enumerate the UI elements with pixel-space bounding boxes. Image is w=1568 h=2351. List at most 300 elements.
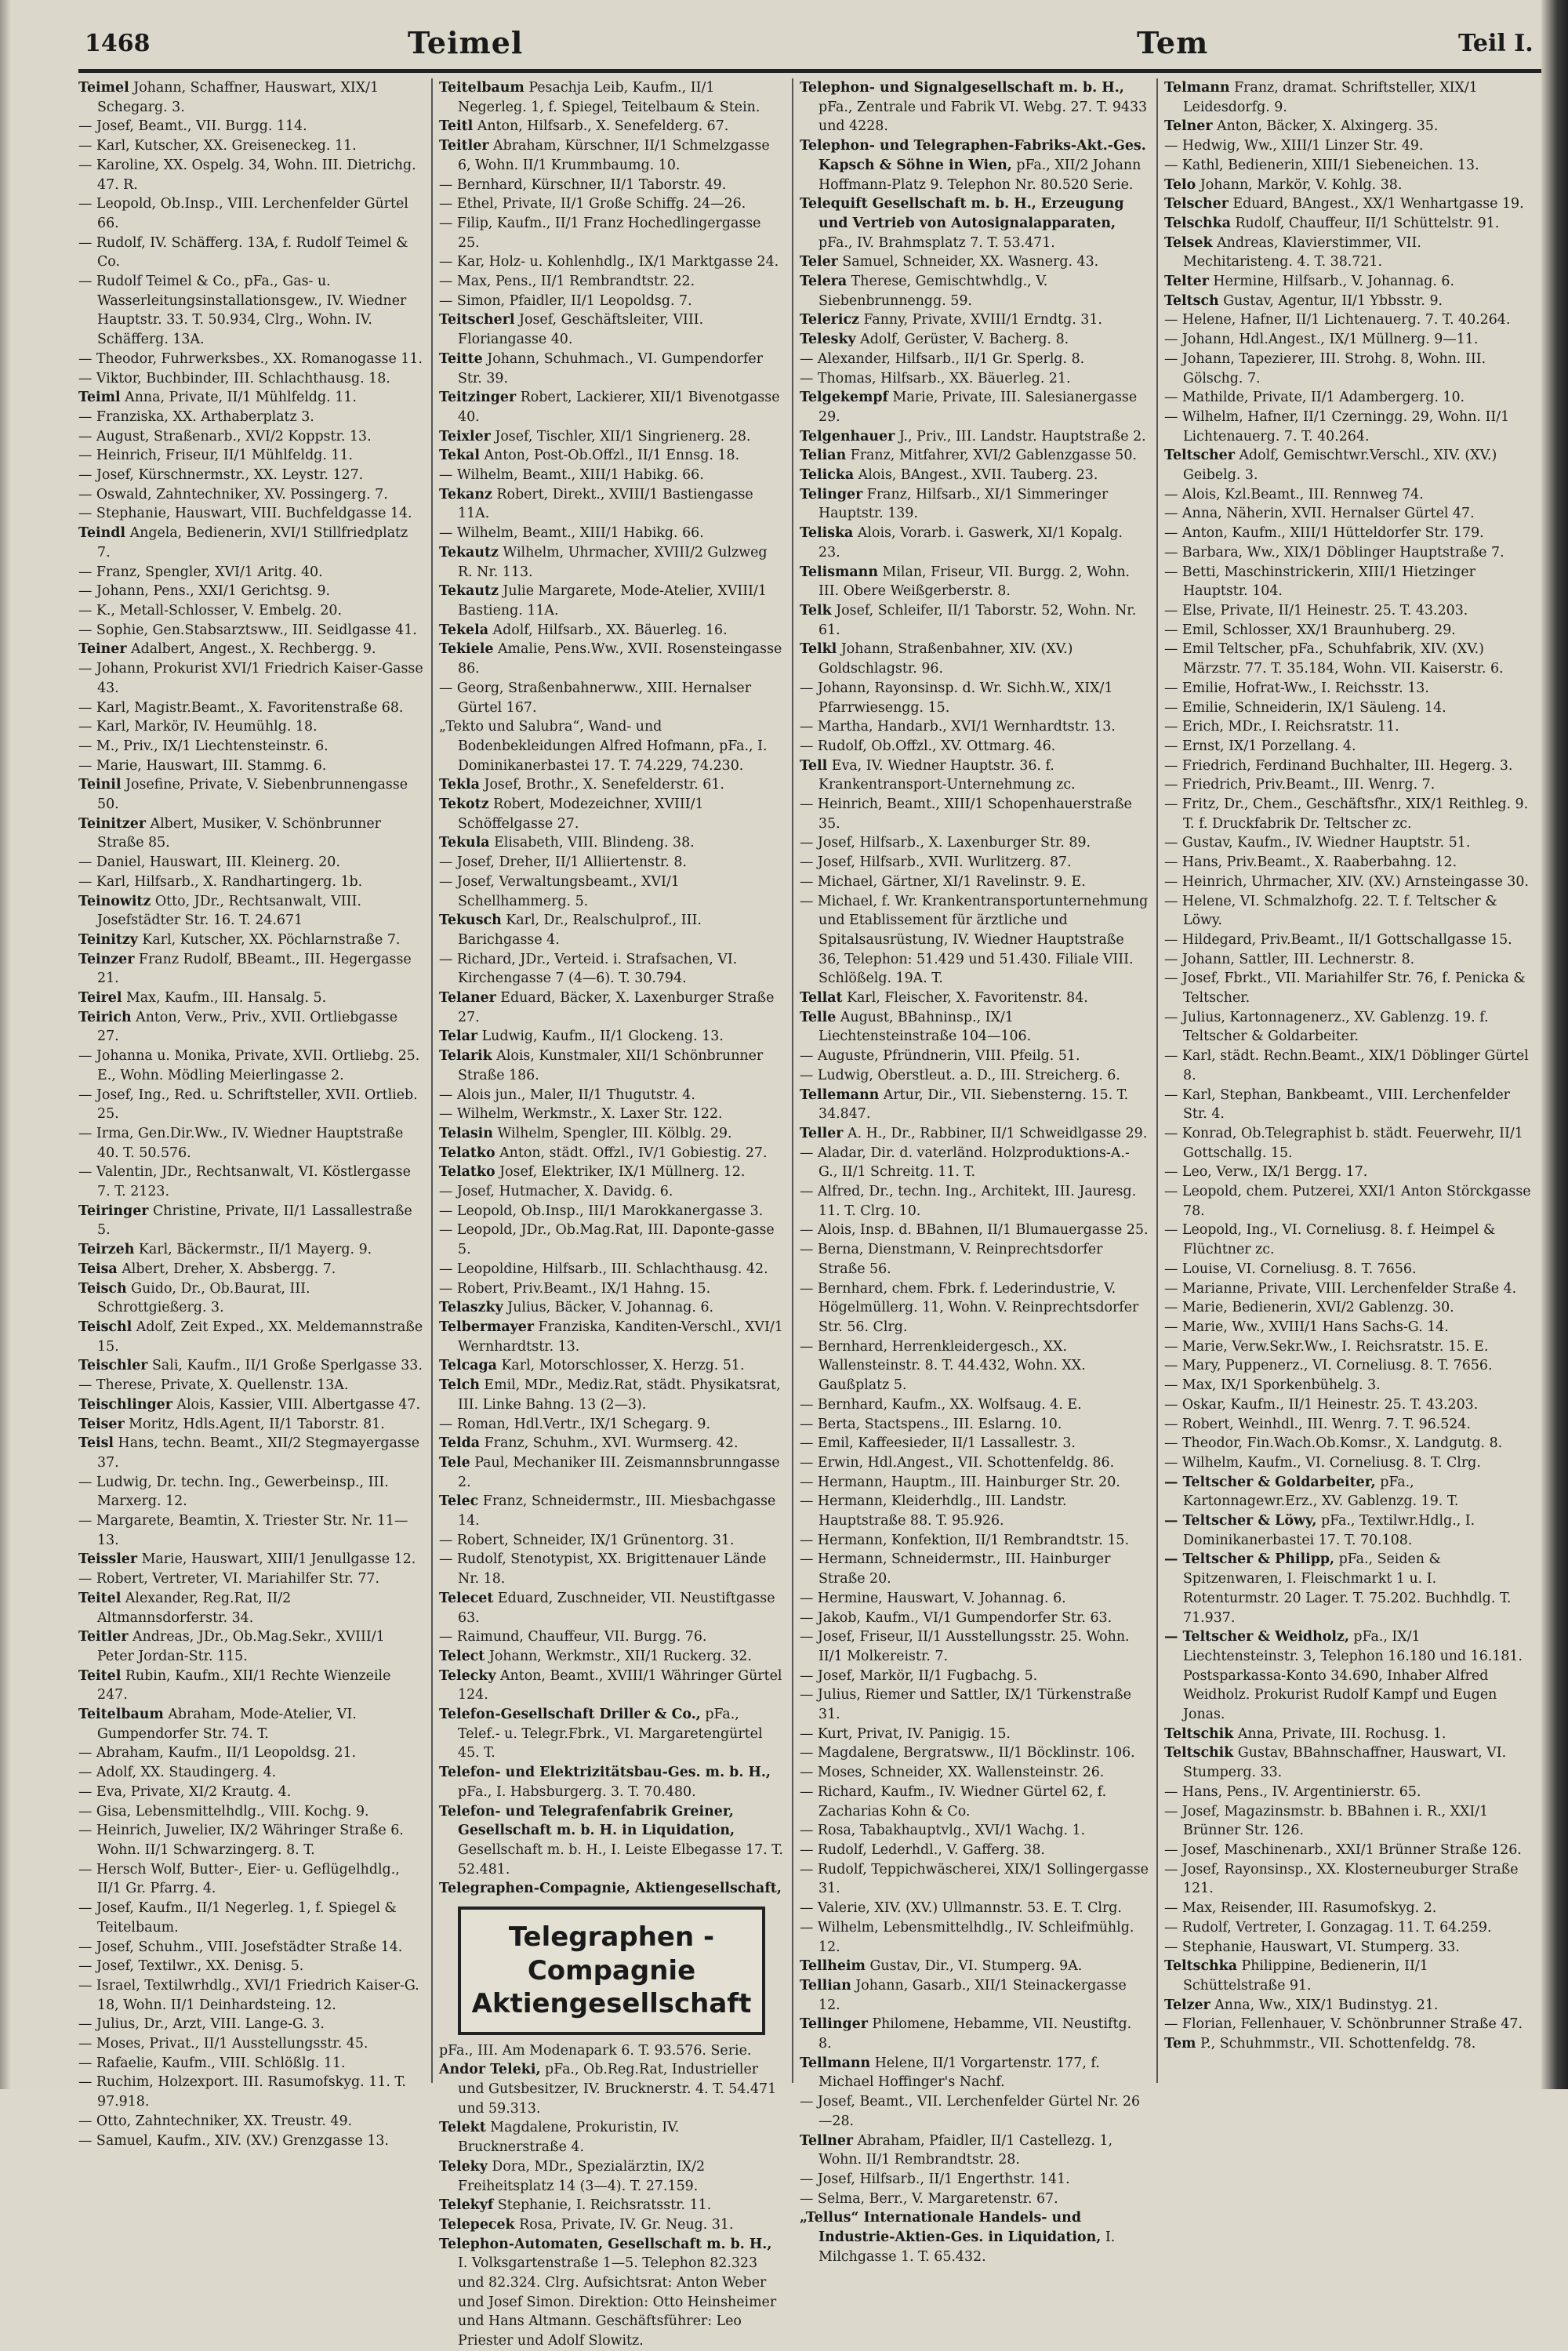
directory-entry [439, 1647, 784, 1667]
entry-surname: Telschka [1164, 215, 1231, 231]
directory-entry [1164, 1627, 1531, 1725]
directory-entry [78, 775, 423, 814]
entry-details: Adolf, Gemischtwr.Verschl., XIV. (XV.) Geibelg. 3. [1183, 448, 1497, 484]
entry-details: — Karl, Hilfsarb., X. Randhartingerg. 1b. [78, 873, 363, 890]
entry-details: — Hermine, Hauswart, V. Johannag. 6. [800, 1590, 1066, 1606]
entry-surname: Telismann [800, 564, 878, 580]
directory-entry [800, 2054, 1149, 2092]
directory-entry [800, 2015, 1149, 2053]
entry-surname: Tekiele [439, 641, 494, 658]
entry-details: — Alexander, Hilfsarb., II/1 Gr. Sperlg. 8. [800, 350, 1085, 367]
entry-surname: Teisa [78, 1261, 118, 1277]
directory-entry [800, 892, 1149, 989]
entry-surname: Telian [800, 448, 847, 464]
directory-entry [439, 1802, 784, 1880]
directory-entry [439, 1453, 784, 1492]
entry-surname: Telephon-Automaten, Gesellschaft m. b. H., [439, 2236, 772, 2252]
header-rule [78, 69, 1551, 73]
entry-details: — Robert, Schneider, IX/1 Grünentorg. 31. [439, 1532, 735, 1548]
entry-details: — Rudolf, Stenotypist, XX. Brigittenauer Lände Nr. 18. [439, 1551, 767, 1587]
entry-details: — Josef, Kürschnermstr., XX. Leystr. 127. [78, 467, 364, 484]
entry-surname: Tellat [800, 990, 843, 1007]
entry-details: Franz, Schuhm., XVI. Wurmserg. 42. [484, 1435, 739, 1452]
directory-entry [439, 117, 784, 136]
entry-details: — Mary, Puppenerz., VI. Corneliusg. 8. T. 7656. [1164, 1358, 1493, 1374]
directory-entry [1164, 717, 1531, 737]
entry-details: Helene, II/1 Vorgartenstr. 177, f. Michael Hoffinger's Nachf. [818, 2055, 1100, 2091]
entry-details: Albert, Musiker, V. Schönbrunner Straße 85. [97, 815, 381, 851]
entry-details: — Josef, Hilfsarb., XVII. Wurlitzerg. 87. [800, 854, 1072, 871]
directory-entry [800, 524, 1149, 562]
directory-entry [439, 1279, 784, 1299]
entry-surname: Teissler [78, 1551, 138, 1568]
directory-entry [1164, 310, 1531, 330]
entry-surname: Telgekempf [800, 390, 888, 406]
entry-surname: Telgenhauer [800, 428, 895, 444]
directory-entry [78, 485, 423, 505]
entry-surname: Tekula [439, 835, 490, 851]
directory-entry [800, 756, 1149, 795]
directory-entry [78, 756, 423, 776]
directory-entry [800, 1337, 1149, 1395]
directory-entry [800, 1743, 1149, 1763]
entry-details: — Max, Reisender, III. Rasumofskyg. 2. [1164, 1900, 1437, 1917]
entry-details: Josefine, Private, V. Siebenbrunnengasse 50. [97, 777, 408, 813]
entry-details: — Stephanie, Hauswart, VI. Stumperg. 33. [1164, 1939, 1460, 1955]
directory-entry [78, 1550, 423, 1569]
entry-surname: Teirich [78, 1009, 132, 1025]
directory-entry [439, 1627, 784, 1647]
entry-details: „Tekto und Salubra“, Wand- und Bodenbekleidungen Alfred Hofmann, pFa., I. Dominikanerbastei 17. T. 74.229, 74.230. [439, 719, 768, 774]
column-3 [800, 78, 1149, 2265]
directory-entry [439, 911, 784, 949]
directory-entry [439, 1415, 784, 1435]
directory-entry [1164, 117, 1531, 136]
entry-details: — Josef, Markör, II/1 Fugbachg. 5. [800, 1667, 1038, 1684]
directory-entry [800, 2208, 1149, 2266]
directory-entry [800, 737, 1149, 756]
directory-entry [439, 1667, 784, 1705]
directory-entry [800, 310, 1149, 330]
entry-details: — Leopold, JDr., Ob.Mag.Rat, III. Daponte-gasse 5. [439, 1222, 775, 1258]
directory-entry [800, 1783, 1149, 1821]
entry-details: — Friedrich, Priv.Beamt., III. Wenrg. 7. [1164, 777, 1436, 793]
entry-details: — Jakob, Kaufm., VI/1 Gumpendorfer Str. 63. [800, 1609, 1112, 1626]
directory-entry [439, 2235, 784, 2351]
entry-details: Marie, Hauswart, XIII/1 Jenullgasse 12. [141, 1551, 416, 1568]
directory-entry [78, 563, 423, 582]
entry-details: Johann, Werkmstr., XII/1 Ruckerg. 32. [488, 1648, 752, 1664]
directory-entry [800, 563, 1149, 601]
entry-details: Robert, Lackierer, XII/1 Bivenotgasse 40. [458, 390, 780, 425]
directory-entry [78, 601, 423, 621]
entry-details: — Valentin, JDr., Rechtsanwalt, VI. Köstlergasse 7. T. 2123. [78, 1164, 411, 1200]
entry-details: — Josef, Magazinsmstr. b. BBahnen i. R., XXI/1 Brünner Str. 126. [1164, 1803, 1489, 1839]
entry-surname: Teller [800, 1125, 844, 1141]
entry-details: Julius, Bäcker, V. Johannag. 6. [507, 1300, 714, 1316]
entry-details: — Auguste, Pfründnerin, VIII. Pfeilg. 51. [800, 1048, 1080, 1065]
entry-surname: Telar [439, 1029, 478, 1045]
directory-entry [439, 640, 784, 678]
directory-entry [800, 2092, 1149, 2131]
entry-details: Eduard, Zuschneider, VII. Neustiftgasse 63. [458, 1590, 775, 1626]
entry-surname: Teisch [78, 1280, 127, 1297]
entry-surname: Telecet [439, 1590, 494, 1606]
directory-entry [78, 504, 423, 524]
directory-entry [78, 388, 423, 408]
entry-details: — Josef, Hilfsarb., II/1 Engerthstr. 141. [800, 2171, 1070, 2187]
entry-surname: Telesky [800, 332, 856, 348]
entry-details: I. Volksgartenstraße 1—5. Telephon 82.323 und 82.324. Clrg. Aufsichtsrat: Anton Weber und Josef Simon. Direktion: Otto Heinsheimer und Hans Altmann. Geschäftsführer: Leo Priester und Adolf Slowitz. [458, 2255, 777, 2349]
entry-details: — Hermann, Schneidermstr., III. Hainburger Straße 20. [800, 1551, 1111, 1587]
page-left-edge [0, 0, 11, 2089]
entry-surname: Teiser [78, 1416, 125, 1432]
directory-entry [78, 659, 423, 698]
entry-details: — Hans, Pens., IV. Argentinierstr. 65. [1164, 1783, 1421, 1800]
entry-details: — Karoline, XX. Ospelg. 34, Wohn. III. Dietrichg. 47. R. [78, 157, 416, 193]
column-4 [1164, 78, 1531, 2083]
directory-entry [1164, 1453, 1531, 1473]
entry-details: Philomene, Hebamme, VII. Neustiftg. 8. [818, 2016, 1132, 2052]
directory-entry [800, 427, 1149, 447]
directory-entry [439, 524, 784, 543]
directory-entry [800, 1395, 1149, 1415]
entry-details: pFa., I. Habsburgerg. 3. T. 70.480. [458, 1783, 696, 1800]
directory-entry [78, 1473, 423, 1511]
entry-details: — Johann, Pens., XXI/1 Gerichtsg. 9. [78, 583, 331, 600]
directory-entry [800, 1821, 1149, 1841]
directory-entry [439, 2215, 784, 2235]
entry-details: — Wilhelm, Werkmstr., X. Laxer Str. 122. [439, 1106, 723, 1123]
directory-entry [439, 582, 784, 620]
entry-details: — Richard, JDr., Verteid. i. Strafsachen, VI. Kirchengasse 7 (4—6). T. 30.794. [439, 951, 738, 987]
directory-entry [1164, 1086, 1531, 1124]
directory-entry [800, 1976, 1149, 2015]
entry-details: — Julius, Dr., Arzt, VIII. Lange-G. 3. [78, 2016, 325, 2033]
entry-details: A. H., Dr., Rabbiner, II/1 Schweidlgasse 29. [847, 1125, 1148, 1141]
directory-entry [439, 485, 784, 524]
entry-details: — Konrad, Ob.Telegraphist b. städt. Feuerwehr, II/1 Gottschallg. 15. [1164, 1125, 1523, 1161]
entry-details: Franziska, Kanditen-Verschl., XVI/1 Wernhardtstr. 13. [458, 1319, 783, 1355]
directory-entry [439, 1318, 784, 1356]
entry-surname: Telasin [439, 1125, 493, 1141]
entry-details: — Johann, Hdl.Angest., IX/1 Müllnerg. 9—11. [1164, 332, 1479, 348]
entry-details: pFa., Telef.- u. Telegr.Fbrk., VI. Margaretengürtel 45. T. [458, 1707, 763, 1761]
entry-details: — Leo, Verw., IX/1 Bergg. 17. [1164, 1164, 1368, 1181]
directory-entry [439, 853, 784, 873]
entry-surname: Tem [1164, 2036, 1196, 2052]
directory-entry [1164, 679, 1531, 698]
directory-entry [439, 176, 784, 195]
directory-entry [1164, 873, 1531, 892]
directory-entry [800, 1124, 1149, 1144]
entry-details: — Rudolf, Teppichwäscherei, XIX/1 Sollingergasse 31. [800, 1861, 1149, 1897]
directory-entry [800, 1453, 1149, 1473]
entry-details: — Johann, Prokurist XVI/1 Friedrich Kaiser-Gasse 43. [78, 661, 423, 696]
entry-details: — Karl, Kutscher, XX. Greiseneckeg. 11. [78, 138, 357, 154]
directory-entry [78, 1957, 423, 1976]
directory-entry [78, 446, 423, 466]
directory-entry [800, 1841, 1149, 1860]
entry-details: Anton, Post-Ob.Offzl., II/1 Ennsg. 18. [484, 448, 740, 464]
entry-details: Andreas, Klavierstimmer, VII. Mechitaristeng. 4. T. 38.721. [1183, 234, 1421, 270]
directory-entry [439, 427, 784, 447]
entry-surname: Telbermayer [439, 1319, 535, 1335]
entry-details: Josef, Brothr., X. Senefelderstr. 61. [484, 777, 724, 793]
directory-entry [1164, 1395, 1531, 1415]
entry-details: — Julius, Riemer und Sattler, IX/1 Türkenstraße 31. [800, 1687, 1131, 1723]
directory-entry [800, 194, 1149, 252]
entry-surname: Teitel [78, 1667, 122, 1684]
entry-details: Josef, Tischler, XII/1 Singrienerg. 28. [495, 428, 751, 444]
directory-entry [78, 1589, 423, 1627]
directory-entry [800, 1957, 1149, 1976]
entry-details: Wilhelm, Uhrmacher, XVIII/2 Gulzweg R. Nr. 113. [458, 544, 768, 580]
entry-details: — Stephanie, Hauswart, VIII. Buchfeldgasse 14. [78, 506, 412, 522]
entry-details: — Abraham, Kaufm., II/1 Leopoldsg. 21. [78, 1745, 357, 1761]
directory-entry [78, 698, 423, 718]
entry-details: Magdalene, Prokuristin, IV. Brucknerstraße 4. [458, 2120, 680, 2156]
entry-details: pFa., Ob.Reg.Rat, Industrieller und Gutsbesitzer, IV. Brucknerstr. 4. T. 54.471 und 59.313. [458, 2062, 777, 2117]
directory-entry [800, 1279, 1149, 1337]
entry-details: — Hermann, Kleiderhdlg., III. Landstr. Hauptstraße 88. T. 95.926. [800, 1493, 1067, 1529]
entry-surname: Telegraphen-Compagnie, Aktiengesellschaft, [439, 1881, 782, 1897]
entry-details: Gustav, Agentur, II/1 Ybbsstr. 9. [1223, 292, 1443, 309]
directory-entry [800, 1008, 1149, 1047]
entry-details: Adolf, Zeit Exped., XX. Meldemannstraße 15. [97, 1319, 423, 1355]
advertisement-line: Telegraphen - Compagnie [508, 1921, 715, 1986]
entry-surname: Tekusch [439, 912, 502, 929]
entry-details: Karl, Kutscher, XX. Pöchlarnstraße 7. [142, 931, 401, 948]
entry-details: — Adolf, XX. Staudingerg. 4. [78, 1765, 277, 1781]
entry-surname: Telera [800, 274, 848, 290]
entry-surname: Telephon- und Signalgesellschaft m. b. H., [800, 80, 1124, 96]
directory-entry [78, 1899, 423, 1937]
entry-surname: Teitel [78, 1590, 122, 1606]
directory-entry [800, 717, 1149, 737]
directory-entry [78, 815, 423, 853]
directory-entry [78, 466, 423, 485]
entry-surname: Teimel [78, 80, 129, 96]
directory-entry [78, 2132, 423, 2151]
directory-entry [439, 446, 784, 466]
entry-details: — Rudolf, IV. Schäfferg. 13A, f. Rudolf Teimel & Co. [78, 234, 408, 270]
entry-details: Abraham, Mode-Atelier, VI. Gumpendorfer Str. 74. T. [97, 1707, 357, 1742]
entry-surname: Telericz [800, 312, 859, 328]
directory-entry [1164, 1047, 1531, 1085]
entry-surname: Teliska [800, 525, 854, 542]
entry-details: — Josef, Beamt., VII. Lerchenfelder Gürtel Nr. 26—28. [800, 2094, 1141, 2129]
entry-surname: Tellheim [800, 1958, 866, 1975]
entry-details: — Johanna u. Monika, Private, XVII. Ortliebg. 25. E., Wohn. Mödling Meierlingasse 2. [78, 1048, 420, 1083]
directory-entry [78, 1783, 423, 1802]
entry-details: Fanny, Private, XVIII/1 Erndtg. 31. [863, 312, 1102, 328]
directory-entry [1164, 621, 1531, 640]
entry-surname: Tell [800, 757, 828, 774]
entry-details: Adalbert, Angest., X. Rechbergg. 9. [131, 641, 376, 658]
entry-details: — Emil, Schlosser, XX/1 Braunhuberg. 29. [1164, 622, 1456, 638]
entry-details: — Emil, Kaffeesieder, II/1 Lassallestr. 3. [800, 1435, 1076, 1452]
entry-details: Josef, Geschäftsleiter, VIII. Floriangasse 40. [458, 312, 704, 348]
entry-details: — Robert, Weinhdl., III. Wenrg. 7. T. 96.524. [1164, 1416, 1471, 1432]
directory-entry [439, 1531, 784, 1551]
directory-entry [1164, 543, 1531, 563]
directory-entry [800, 2132, 1149, 2170]
directory-entry [800, 1918, 1149, 1957]
entry-details: August, BBahninsp., IX/1 Liechtensteinstraße 104—106. [818, 1009, 1032, 1045]
entry-surname: Tekotz [439, 796, 489, 813]
entry-details: Franz, dramat. Schriftsteller, XIX/1 Leidesdorfg. 9. [1183, 80, 1478, 115]
directory-entry [78, 1047, 423, 1085]
entry-surname: Telec [439, 1493, 479, 1510]
entry-details: Josef, Elektriker, IX/1 Müllnerg. 12. [499, 1164, 746, 1181]
directory-entry [439, 1260, 784, 1279]
entry-details: — Josef, Maschinenarb., XXI/1 Brünner Straße 126. [1164, 1841, 1522, 1858]
entry-details: — Roman, Hdl.Vertr., IX/1 Schegarg. 9. [439, 1416, 710, 1432]
entry-details: pFa., IV. Brahmsplatz 7. T. 53.471. [818, 234, 1055, 251]
entry-surname: Teitelbaum [439, 80, 524, 96]
entry-details: — Erich, MDr., I. Reichsratstr. 11. [1164, 719, 1399, 735]
entry-surname: Teixler [439, 428, 491, 444]
entry-details: Franz, Schneidermstr., III. Miesbachgasse 14. [458, 1493, 776, 1529]
directory-entry [1164, 1550, 1531, 1627]
entry-details: — Fritz, Dr., Chem., Geschäftsfhr., XIX/1 Reithleg. 9. T. f. Druckfabrik Dr. Teltscher zc. [1164, 796, 1529, 832]
directory-entry [800, 1434, 1149, 1453]
entry-details: Rubin, Kaufm., XII/1 Rechte Wienzeile 247. [97, 1667, 391, 1703]
directory-entry [1164, 1415, 1531, 1435]
directory-entry [1164, 1783, 1531, 1802]
directory-entry [78, 1395, 423, 1415]
directory-entry [800, 2190, 1149, 2209]
directory-entry [800, 1763, 1149, 1783]
directory-entry [78, 1511, 423, 1550]
entry-details: — Robert, Vertreter, VI. Mariahilfer Str. 77. [78, 1571, 379, 1587]
directory-entry [439, 78, 784, 117]
directory-entry [1164, 214, 1531, 234]
entry-surname: Teitelbaum [78, 1707, 164, 1723]
entry-surname: Telekt [439, 2120, 486, 2136]
directory-entry [800, 272, 1149, 310]
header-left-word: Teimel [408, 25, 524, 60]
column-divider [1156, 78, 1158, 2083]
entry-details: Eva, IV. Wiedner Hauptstr. 36. f. Krankentransport-Unternehmung zc. [818, 757, 1076, 793]
entry-details: — Ludwig, Oberstleut. a. D., III. Streicherg. 6. [800, 1067, 1120, 1083]
directory-entry [1164, 892, 1531, 931]
entry-surname: Teirzeh [78, 1242, 135, 1258]
entry-surname: Teinil [78, 777, 122, 793]
entry-details: — Oswald, Zahntechniker, XV. Possingerg. 7. [78, 486, 388, 502]
column-1 [78, 78, 423, 2149]
entry-surname: Telephon- und Telegraphen-Fabriks-Akt.-Ges. Kapsch & Söhne in Wien, [800, 138, 1146, 173]
directory-entry [800, 1589, 1149, 1609]
directory-entry [1164, 795, 1531, 833]
directory-entry [78, 989, 423, 1008]
entry-details: Sali, Kaufm., II/1 Große Sperlgasse 33. [152, 1358, 423, 1374]
directory-entry [800, 853, 1149, 873]
entry-details: — Barbara, Ww., XIX/1 Döblinger Hauptstraße 7. [1164, 544, 1504, 561]
entry-surname: Teischler [78, 1358, 148, 1374]
entry-details: — Leopoldine, Hilfsarb., III. Schlachthausg. 42. [439, 1261, 768, 1277]
entry-surname: Teisl [78, 1435, 114, 1452]
directory-entry [1164, 504, 1531, 524]
entry-details: — Marie, Verw.Sekr.Ww., I. Reichsratstr. 15. E. [1164, 1338, 1489, 1355]
directory-entry [78, 2054, 423, 2073]
entry-details: — Josef, Hutmacher, X. Davidg. 6. [439, 1184, 673, 1200]
entry-details: pFa., XII/2 Johann Hoffmann-Platz 9. Telephon Nr. 80.520 Serie. [818, 157, 1142, 193]
directory-entry [800, 466, 1149, 485]
entry-surname: Teltschik [1164, 1745, 1234, 1761]
directory-entry [78, 1802, 423, 1822]
entry-details: — Kurt, Privat, IV. Panigig. 15. [800, 1725, 1011, 1742]
entry-details: — Daniel, Hauswart, III. Kleinerg. 20. [78, 854, 340, 871]
directory-entry [800, 1066, 1149, 1086]
directory-entry [78, 1318, 423, 1356]
entry-details: — M., Priv., IX/1 Liechtensteinstr. 6. [78, 738, 328, 754]
directory-entry [78, 272, 423, 350]
entry-details: Johann, Gasarb., XII/1 Steinackergasse 12. [818, 1977, 1127, 2013]
entry-details: Anton, Bäcker, X. Alxingerg. 35. [1217, 118, 1439, 135]
directory-entry [1164, 1899, 1531, 1918]
entry-surname: Telefon- und Elektrizitätsbau-Ges. m. b. H., [439, 1765, 771, 1781]
directory-entry [800, 1627, 1149, 1666]
directory-entry [1164, 1434, 1531, 1453]
entry-details: Otto, JDr., Rechtsanwalt, VIII. Josefstädter Str. 16. T. 24.671 [97, 893, 361, 929]
directory-entry [439, 621, 784, 640]
entry-surname: Tekanz [439, 486, 492, 502]
directory-entry [800, 252, 1149, 272]
directory-entry [1164, 1473, 1531, 1511]
entry-details: Artur, Dir., VII. Siebensterng. 15. T. 34.847. [818, 1087, 1129, 1123]
directory-entry [439, 1298, 784, 1318]
entry-details: — Karl, Stephan, Bankbeamt., VIII. Lerchenfelder Str. 4. [1164, 1087, 1510, 1123]
directory-entry [800, 601, 1149, 640]
directory-entry [1164, 176, 1531, 195]
directory-entry [800, 1899, 1149, 1918]
entry-details: pFa., III. Am Modenapark 6. T. 93.576. Serie. [439, 2042, 752, 2059]
entry-details: — Max, Pens., II/1 Rembrandtstr. 22. [439, 274, 695, 290]
directory-entry [1164, 1124, 1531, 1163]
entry-details: — Gisa, Lebensmittelhdlg., VIII. Kochg. 9. [78, 1803, 369, 1819]
entry-surname: Tellemann [800, 1087, 880, 1103]
directory-entry [78, 1569, 423, 1589]
entry-surname: Teler [800, 254, 838, 270]
entry-details: — Rudolf, Vertreter, I. Gonzagag. 11. T. 64.259. [1164, 1919, 1492, 1936]
entry-surname: Telefon- und Telegrafenfabrik Greiner, Gesellschaft m. b. H. in Liquidation, [439, 1803, 735, 1839]
directory-entry [1164, 1918, 1531, 1938]
directory-entry [439, 194, 784, 214]
directory-entry [1164, 833, 1531, 853]
entry-details: — Josef, Fbrkt., VII. Mariahilfer Str. 76, f. Penicka & Teltscher. [1164, 971, 1526, 1007]
entry-details: — Leopold, Ob.Insp., III/1 Marokkanergasse 3. [439, 1203, 764, 1219]
entry-details: — Irma, Gen.Dir.Ww., IV. Wiedner Hauptstraße 40. T. 50.576. [78, 1125, 404, 1161]
entry-details: — Marie, Bedienerin, XVI/2 Gablenzg. 30. [1164, 1300, 1454, 1316]
directory-entry [439, 272, 784, 292]
entry-details: — Ernst, IX/1 Porzellang. 4. [1164, 738, 1356, 754]
entry-surname: Teitzinger [439, 390, 517, 406]
entry-surname: Teiringer [78, 1203, 149, 1219]
column-2 [439, 78, 784, 2349]
directory-entry [439, 1763, 784, 1801]
directory-entry [1164, 446, 1531, 484]
entry-details: Julie Margarete, Mode-Atelier, XVIII/1 Bastieng. 11A. [458, 583, 767, 619]
directory-entry [1164, 1221, 1531, 1259]
entry-details: Rosa, Private, IV. Gr. Neug. 31. [519, 2216, 734, 2233]
directory-entry [800, 1144, 1149, 1182]
directory-entry [439, 1879, 784, 1899]
directory-entry [1164, 1725, 1531, 1744]
entry-surname: Teinitzer [78, 815, 147, 832]
entry-details: — Berta, Stactspens., III. Eslarng. 10. [800, 1416, 1062, 1432]
